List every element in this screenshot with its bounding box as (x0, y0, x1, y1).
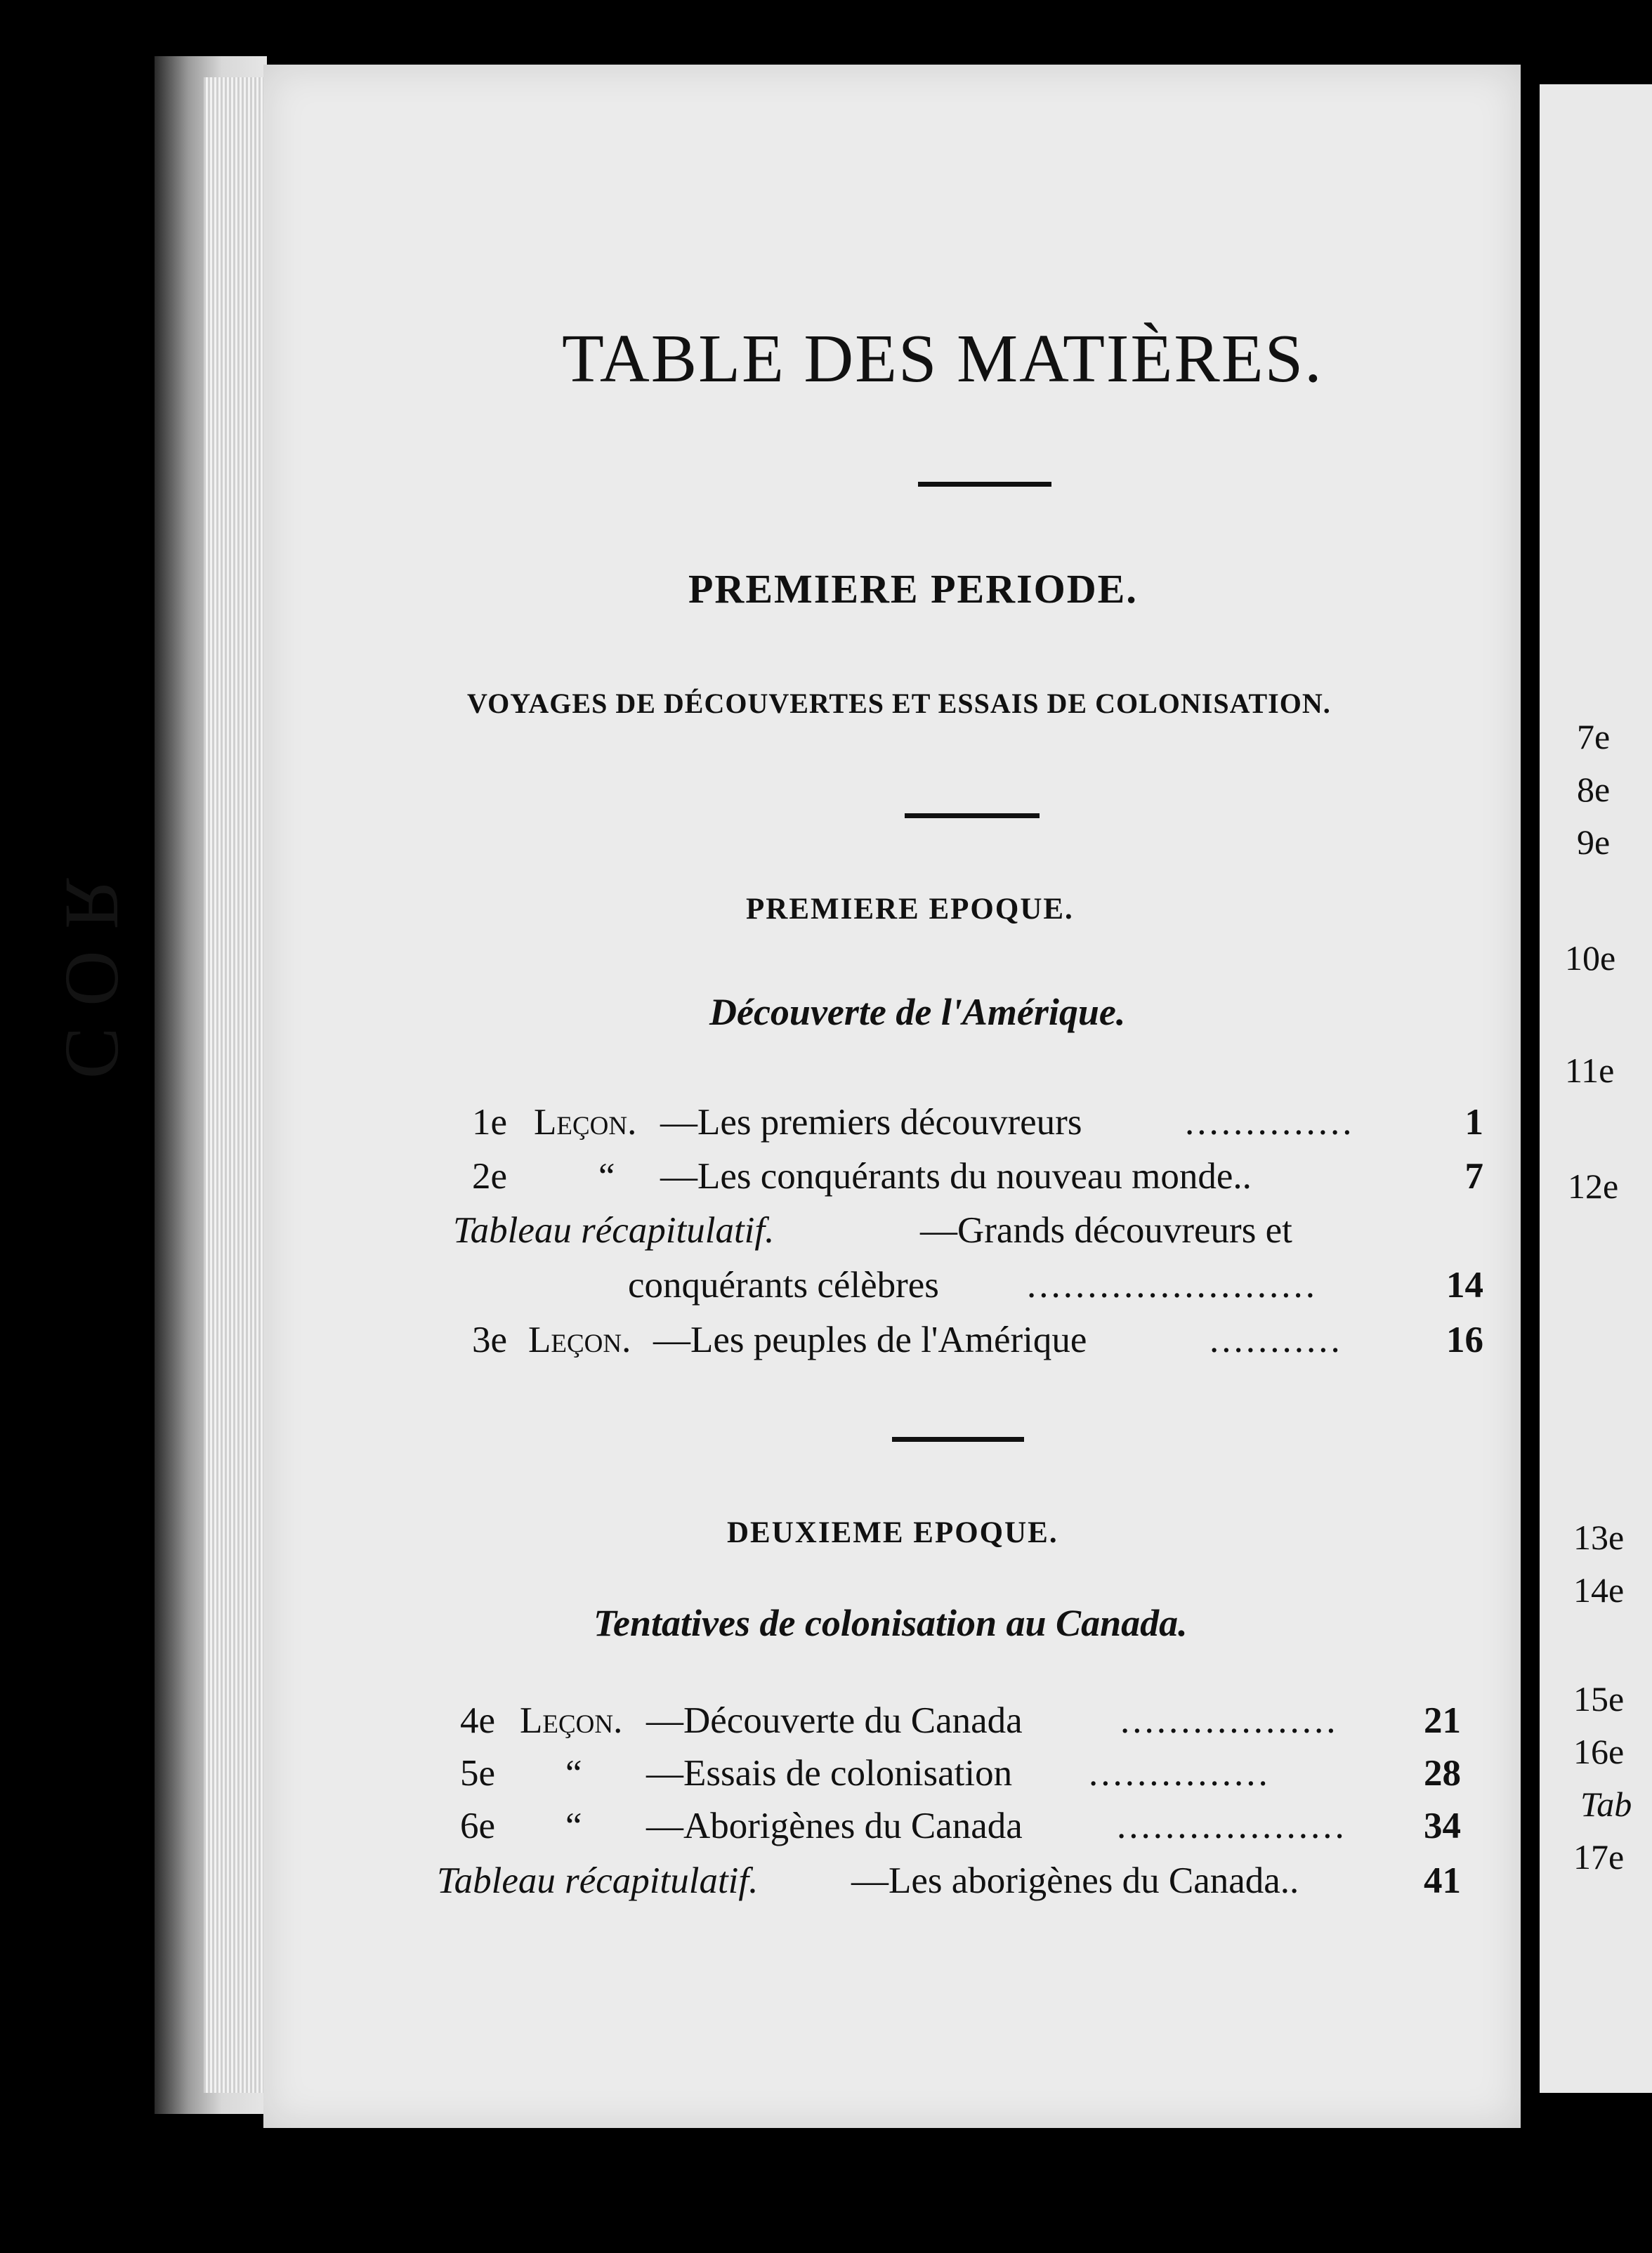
toc-entry[interactable] (460, 1805, 1471, 1851)
divider (905, 813, 1040, 818)
summary-label: Tableau récapitulatif. (437, 1860, 759, 1901)
ditto-mark: “ (598, 1156, 615, 1197)
entry-text: —Aborigènes du Canada (646, 1806, 1023, 1846)
toc-entry[interactable] (460, 1752, 1471, 1799)
leader-dots: ........... (1210, 1320, 1343, 1360)
lesson-number: 2e (472, 1156, 508, 1197)
facing-page-label: 15e (1573, 1679, 1625, 1719)
leader-dots: ........................ (1027, 1265, 1318, 1306)
ditto-mark: “ (565, 1753, 582, 1794)
divider (918, 482, 1051, 487)
entry-text: conquérants célèbres (628, 1265, 939, 1306)
lesson-number: 3e (472, 1320, 508, 1360)
facing-page-label: 9e (1577, 822, 1611, 862)
page-number: 7 (1464, 1156, 1483, 1197)
entry-text: —Les peuples de l'Amérique (653, 1320, 1087, 1360)
leader-dots: ................... (1117, 1806, 1347, 1846)
entry-text: —Les aborigènes du Canada.. (851, 1860, 1299, 1901)
lesson-label: Leçon. (534, 1102, 637, 1143)
lesson-number: 1e (472, 1102, 508, 1143)
period-title: PREMIERE PERIODE. (688, 566, 1138, 612)
entry-text: —Les conquérants du nouveau monde.. (660, 1156, 1252, 1197)
facing-page-label: Tab (1580, 1785, 1632, 1824)
toc-entry[interactable] (437, 1860, 1476, 1906)
leader-dots: .............. (1185, 1102, 1355, 1143)
facing-page-label: 8e (1577, 770, 1611, 809)
toc-entry[interactable] (472, 1264, 1483, 1311)
page-title: TABLE DES MATIÈRES. (562, 321, 1323, 397)
toc-entry[interactable] (460, 1700, 1471, 1746)
facing-page-label: 13e (1573, 1518, 1625, 1557)
lesson-label: Leçon. (520, 1700, 623, 1741)
lesson-label: Leçon. (528, 1320, 631, 1360)
lesson-number: 4e (460, 1700, 496, 1741)
page-number: 1 (1464, 1102, 1483, 1143)
entry-text: —Grands découvreurs et (920, 1210, 1292, 1251)
divider (892, 1437, 1024, 1442)
ditto-mark: “ (565, 1806, 582, 1846)
facing-page-label: 16e (1573, 1732, 1625, 1771)
toc-entry[interactable] (453, 1209, 1464, 1256)
period-subtitle: VOYAGES DE DÉCOUVERTES ET ESSAIS DE COLONISATION. (467, 688, 1331, 719)
entry-text: —Essais de colonisation (646, 1753, 1013, 1794)
toc-entry[interactable] (472, 1319, 1483, 1365)
leader-dots: .................. (1120, 1700, 1339, 1741)
facing-page-label: 11e (1565, 1051, 1615, 1090)
epoch-subtitle: Découverte de l'Amérique. (709, 991, 1126, 1033)
toc-entry[interactable] (472, 1101, 1483, 1148)
facing-page-label: 7e (1577, 717, 1611, 756)
epoch-title: PREMIERE EPOQUE. (746, 893, 1074, 926)
lesson-number: 5e (460, 1753, 496, 1794)
page-number: 14 (1446, 1265, 1483, 1306)
toc-entry[interactable] (472, 1155, 1483, 1202)
page-number: 34 (1424, 1806, 1461, 1846)
epoch-subtitle: Tentatives de colonisation au Canada. (594, 1602, 1188, 1644)
summary-label: Tableau récapitulatif. (453, 1210, 775, 1251)
leader-dots: ............... (1089, 1753, 1271, 1794)
facing-page-label: 14e (1573, 1570, 1625, 1610)
page-number: 21 (1424, 1700, 1461, 1741)
entry-text: —Découverte du Canada (646, 1700, 1023, 1741)
page-edges (204, 77, 267, 2093)
page-number: 41 (1424, 1860, 1461, 1901)
facing-page-label: 17e (1573, 1837, 1625, 1877)
spine-marks: ЯOϽ (50, 878, 136, 1101)
lesson-number: 6e (460, 1806, 496, 1846)
page-number: 16 (1446, 1320, 1483, 1360)
facing-page-label: 10e (1565, 938, 1616, 978)
entry-text: —Les premiers découvreurs (660, 1102, 1082, 1143)
page-number: 28 (1424, 1753, 1461, 1794)
facing-page-label: 12e (1568, 1167, 1619, 1206)
epoch-title: DEUXIEME EPOQUE. (727, 1516, 1058, 1549)
